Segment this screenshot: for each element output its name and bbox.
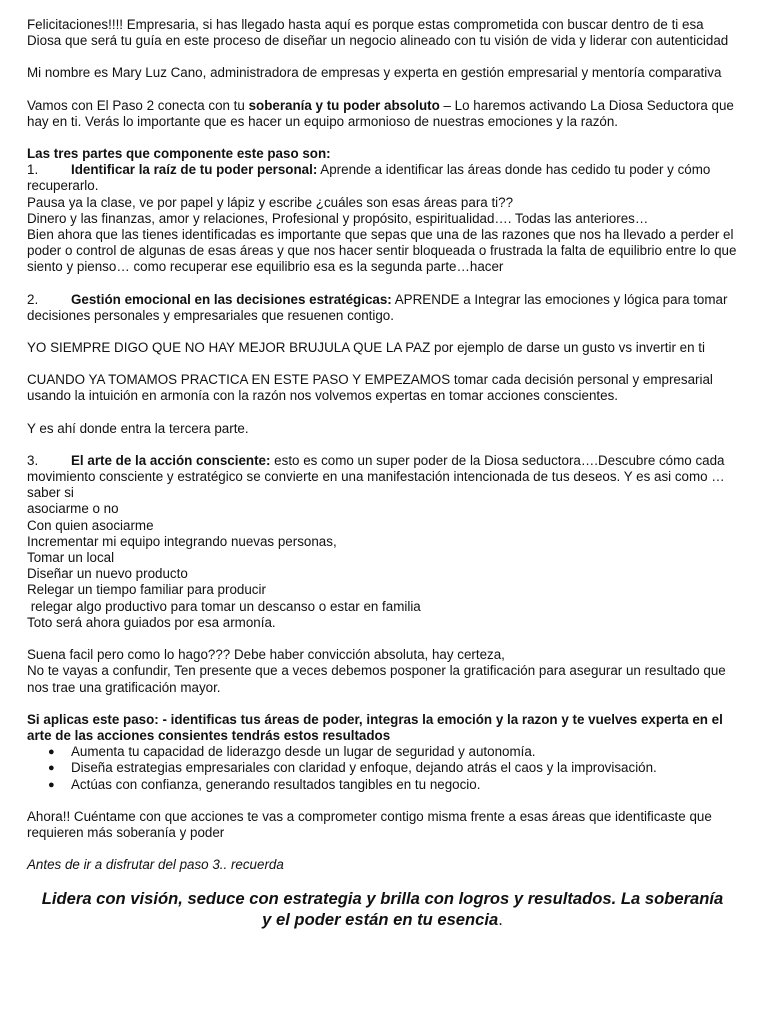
caps-paragraph-2: CUANDO YA TOMAMOS PRACTICA EN ESTE PASO Y EMPEZAMOS tomar cada decisión personal y empresarial usando la intuición en armonía con la razón nos volvemos expertas en tomar acciones conscientes. — [27, 372, 713, 404]
results-heading: Si aplicas este paso: - identificas tus áreas de poder, integras la emoción y la razon y te vuelves experta en el arte de las acciones consientes tendrás estos resultados — [27, 711, 723, 743]
closing-motto-text: Lidera con visión, seduce con estrategia y brilla con logros y resultados. La soberanía y el poder están en tu esencia — [41, 889, 724, 929]
example-line: Tomar un local — [27, 550, 115, 566]
example-line: Incrementar mi equipo integrando nuevas personas, — [27, 533, 337, 549]
example-line: relegar algo productivo para tomar un descanso o estar en familia — [27, 598, 421, 614]
part-3-text: esto es como un super poder de la Diosa seductora….Descubre cómo cada movimiento consciente y estratégico se convierte en una manifestación intencionada de tus deseos. Y es asi como …saber si — [27, 452, 725, 501]
intro-paragraph: Felicitaciones!!!! Empresaria, si has llegado hasta aquí es porque estas comprometida con buscar dentro de ti esa Diosa que será tu guía en este proceso de diseñar un negocio alineado con tu visión de vida y liderar con autenticidad — [27, 17, 729, 49]
list-item: ● Actúas con confianza, generando resultados tangibles en tu negocio. — [27, 777, 738, 793]
part-2 — [27, 292, 738, 324]
step-intro-text-c: – Lo haremos activando La Diosa Seductora que hay en ti. Verás lo importante que es hacer un equipo armonioso de nuestras emociones y la razón. — [27, 97, 734, 129]
closing-motto-period: . — [498, 909, 503, 929]
step-intro-paragraph — [27, 98, 738, 130]
caps-paragraph-1: YO SIEMPRE DIGO QUE NO HAY MEJOR BRUJULA QUE LA PAZ por ejemplo de darse un gusto vs invertir en ti — [27, 340, 705, 356]
part-3 — [27, 453, 738, 502]
reminder-line: Antes de ir a disfrutar del paso 3.. recuerda — [27, 857, 284, 873]
step-intro-text-a: Vamos con El Paso 2 conecta con tu — [27, 97, 249, 113]
gratification-line: No te vayas a confundir, Ten presente que a veces debemos posponer la gratificación para asegurar un resultado que nos trae una gratificación mayor. — [27, 663, 726, 695]
step-intro-emphasis: soberanía y tu poder absoluto — [248, 97, 440, 113]
part-1-number: 1. — [27, 162, 39, 178]
list-item: ● Diseña estrategias empresariales con claridad y enfoque, dejando atrás el caos y la improvisación. — [27, 760, 738, 776]
part-2-text: APRENDE a Integrar las emociones y lógica para tomar decisiones personales y empresariales que resuenen contigo. — [27, 291, 728, 323]
part-2-number: 2. — [27, 291, 39, 307]
example-line: Relegar un tiempo familiar para producir — [27, 582, 266, 598]
part-1 — [27, 162, 738, 194]
commitment-question: Ahora!! Cuéntame con que acciones te vas a comprometer contigo misma frente a esas áreas que identificaste que requieren más soberanía y poder — [27, 808, 712, 840]
example-line: Diseñar un nuevo producto — [27, 566, 188, 582]
part-1-title: Identificar la raíz de tu poder personal: — [71, 162, 318, 178]
author-paragraph: Mi nombre es Mary Luz Cano, administradora de empresas y experta en gestión empresarial y mentoría comparativa — [27, 65, 722, 81]
how-line: Suena facil pero como lo hago??? Debe haber convicción absoluta, hay certeza, — [27, 647, 505, 663]
closing-motto — [27, 889, 738, 930]
part-2-title: Gestión emocional en las decisiones estratégicas: — [71, 291, 392, 307]
example-line: Toto será ahora guiados por esa armonía. — [27, 614, 276, 630]
list-item: ● Aumenta tu capacidad de liderazgo desde un lugar de seguridad y autonomía. — [27, 744, 738, 760]
part-1-text: Aprende a identificar las áreas donde has cedido tu poder y cómo recuperarlo. — [27, 162, 711, 194]
example-line: asociarme o no — [27, 501, 119, 517]
part-3-title: El arte de la acción consciente: — [71, 452, 271, 468]
third-part-intro: Y es ahí donde entra la tercera parte. — [27, 420, 249, 436]
parts-heading: Las tres partes que componente este paso son: — [27, 146, 331, 162]
example-line: Con quien asociarme — [27, 517, 154, 533]
part-1-line-1: Pausa ya la clase, ve por papel y lápiz y escribe ¿cuáles son esas áreas para ti?? — [27, 194, 514, 210]
part-3-number: 3. — [27, 452, 39, 468]
results-list — [27, 744, 738, 793]
part-1-line-3: Bien ahora que las tienes identificadas es importante que sepas que una de las razones que nos ha llevado a perder el poder o control de algunas de esas áreas y que nos hacer sentir bloqueada o frustrada la falta de equilibrio entre lo que siento y pienso… como recuperar ese equilibrio esa es la segunda parte…hacer — [27, 227, 737, 275]
part-1-line-2: Dinero y las finanzas, amor y relaciones, Profesional y propósito, espiritualidad…. Todas las anteriores… — [27, 210, 649, 226]
